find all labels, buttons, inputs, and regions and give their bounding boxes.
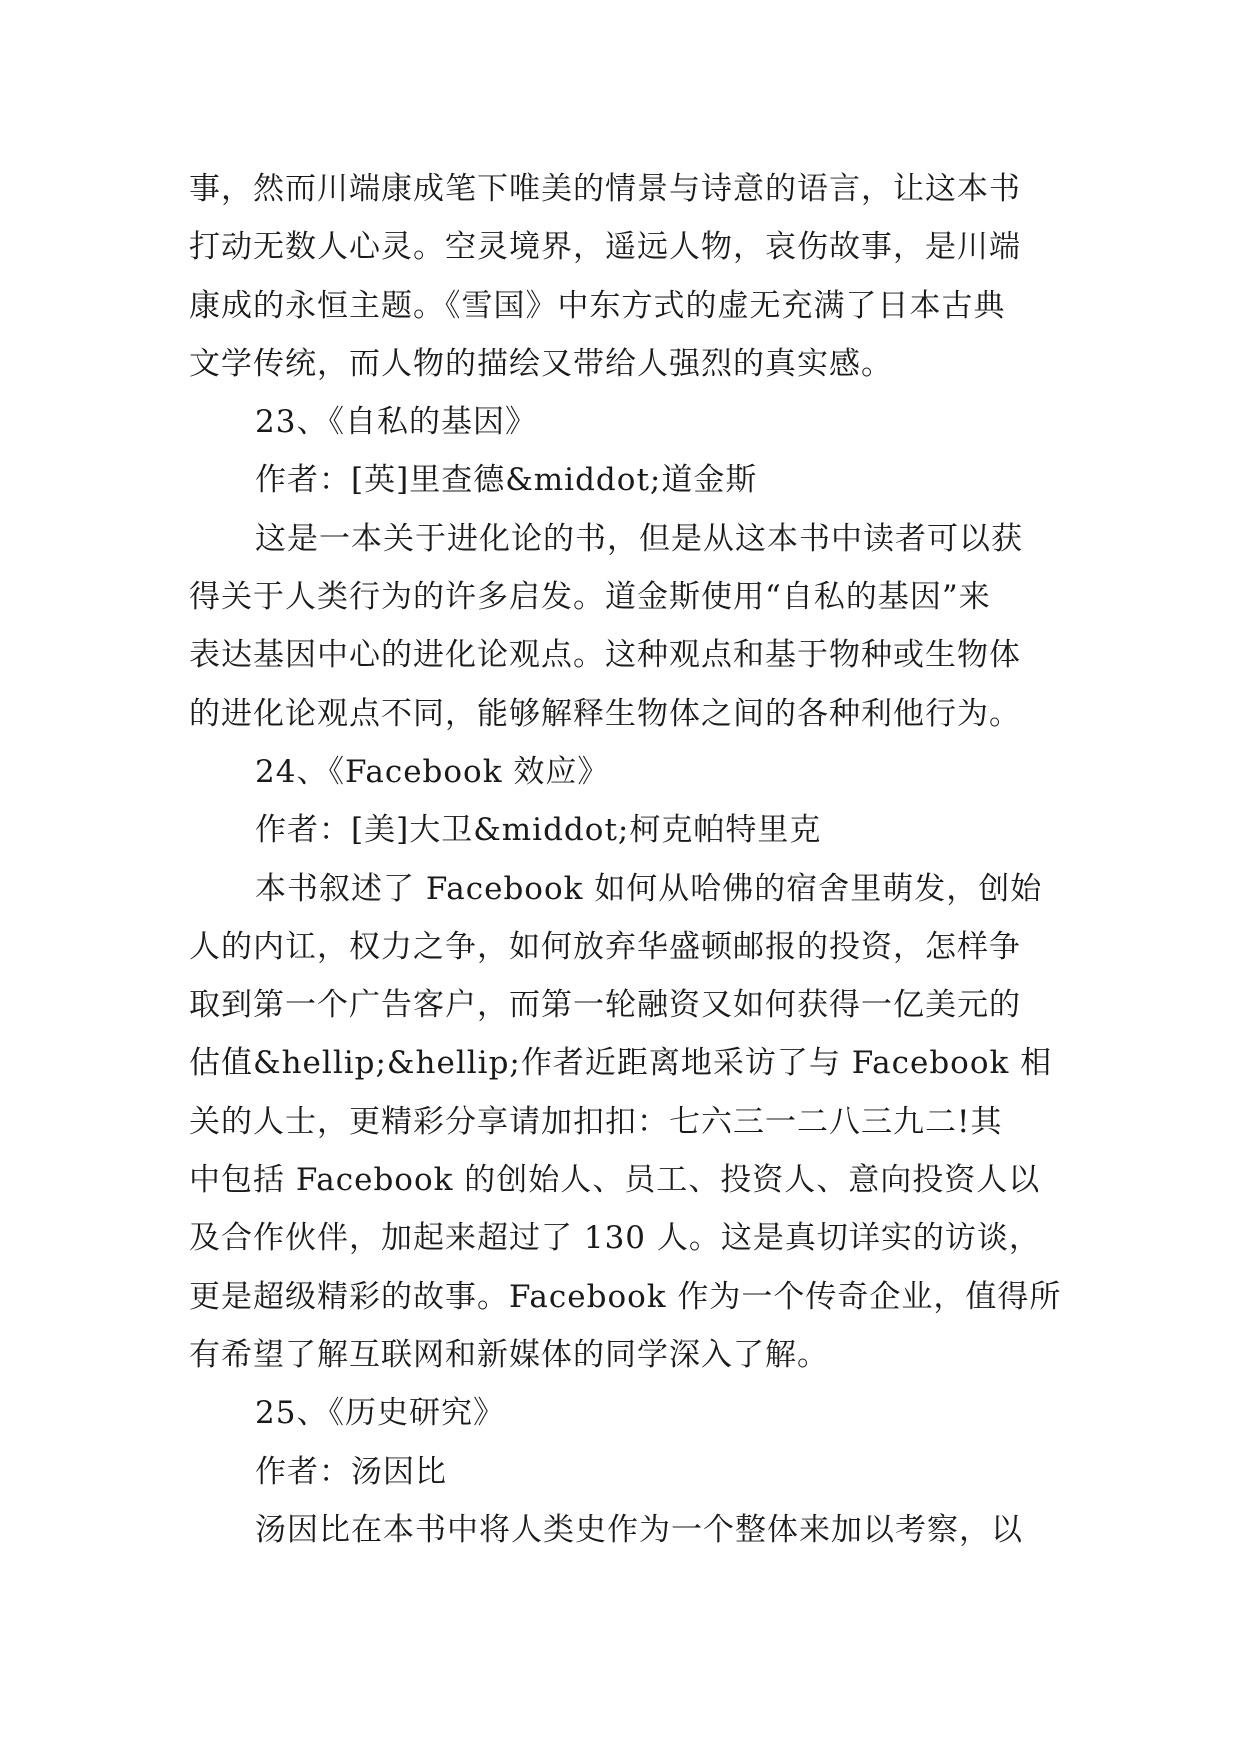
document-page [189, 160, 1062, 1559]
text-line: 及合作伙伴，加起来超过了 130 人。这是真切详实的访谈， [189, 1220, 1041, 1257]
text-line: 汤因比在本书中将人类史作为一个整体来加以考察，以 [255, 1511, 1023, 1548]
book-author: 作者：[美]大卫&middot;柯克帕特里克 [255, 812, 822, 849]
book-heading: 24、《Facebook 效应》 [255, 753, 610, 790]
text-line: 打动无数人心灵。空灵境界，遥远人物，哀伤故事，是川端 [189, 229, 1021, 266]
text-line: 的进化论观点不同，能够解释生物体之间的各种利他行为。 [189, 695, 1021, 732]
book-author: 作者：汤因比 [255, 1453, 447, 1490]
text-line: 取到第一个广告客户，而第一轮融资又如何获得一亿美元的 [189, 987, 1021, 1024]
text-line: 这是一本关于进化论的书，但是从这本书中读者可以获 [255, 520, 1023, 557]
text-line: 关的人士，更精彩分享请加扣扣：七六三一二八三九二!其 [189, 1103, 1003, 1140]
text-line: 表达基因中心的进化论观点。这种观点和基于物种或生物体 [189, 637, 1021, 674]
text-line: 文学传统，而人物的描绘又带给人强烈的真实感。 [189, 345, 893, 382]
book-heading: 23、《自私的基因》 [255, 404, 537, 441]
text-line: 康成的永恒主题。《雪国》中东方式的虚无充满了日本古典 [189, 287, 1006, 324]
text-line: 中包括 Facebook 的创始人、员工、投资人、意向投资人以 [189, 1162, 1041, 1199]
text-line: 事，然而川端康成笔下唯美的情景与诗意的语言，让这本书 [189, 171, 1021, 207]
book-author: 作者：[英]里查德&middot;道金斯 [255, 462, 758, 499]
text-line: 有希望了解互联网和新媒体的同学深入了解。 [189, 1336, 829, 1373]
book-heading: 25、《历史研究》 [255, 1395, 505, 1432]
text-line: 本书叙述了 Facebook 如何从哈佛的宿舍里萌发，创始 [255, 870, 1043, 907]
text-line: 更是超级精彩的故事。Facebook 作为一个传奇企业，值得所 [189, 1278, 1062, 1315]
text-line: 人的内讧，权力之争，如何放弃华盛顿邮报的投资，怎样争 [189, 928, 1021, 965]
text-line: 得关于人类行为的许多启发。道金斯使用“自私的基因”来 [189, 579, 991, 616]
text-line: 估值&hellip;&hellip;作者近距离地采访了与 Facebook 相 [189, 1045, 1053, 1082]
